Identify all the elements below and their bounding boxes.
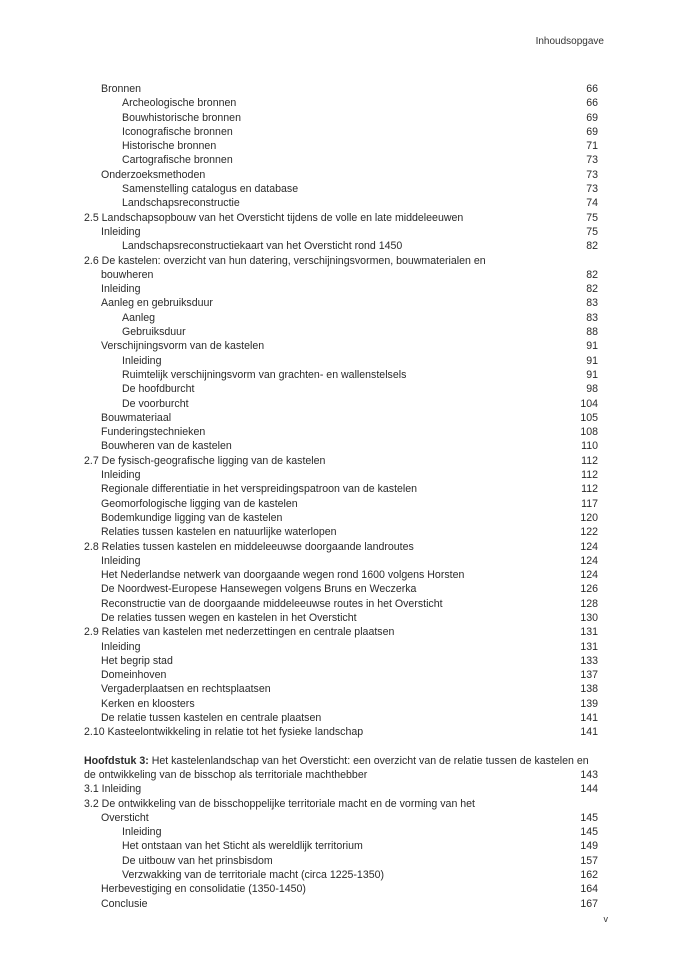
toc-entry-label: Landschapsreconstructiekaart van het Oversticht rond 1450	[122, 240, 403, 253]
toc-entry-page: 130	[580, 611, 598, 624]
toc-entry-label: Oversticht	[101, 811, 149, 824]
toc-entry-page: 124	[580, 540, 598, 553]
toc-entry-page: 164	[580, 883, 598, 896]
toc-entry-page: 137	[580, 669, 598, 682]
toc-entry	[84, 296, 598, 310]
chapter-title: Het kastelenlandschap van het Oversticht: een overzicht van de relatie tussen de kastelen en de ontwikkeling van de bisschop als territoriale machthebber	[84, 754, 589, 781]
toc-entry-page: 71	[586, 140, 598, 153]
toc-entry-page: 73	[586, 154, 598, 167]
toc-entry-label: 2.9 Relaties van kastelen met nederzettingen en centrale plaatsen	[84, 626, 395, 639]
toc-entry-page: 167	[580, 897, 598, 910]
toc-entry	[84, 153, 598, 167]
toc-entry-label: De uitbouw van het prinsbisdom	[122, 854, 273, 867]
toc-section-after	[84, 782, 598, 911]
toc-entry-page: 122	[580, 526, 598, 539]
toc-entry	[84, 382, 598, 396]
toc-entry	[84, 682, 598, 696]
toc-entry-page: 120	[580, 511, 598, 524]
toc-entry	[84, 668, 598, 682]
toc-entry-label: Ruimtelijk verschijningsvorm van grachten- en wallenstelsels	[122, 368, 407, 381]
toc-entry-page: 69	[586, 125, 598, 138]
toc-entry	[84, 511, 598, 525]
toc-entry-label: 2.10 Kasteelontwikkeling in relatie tot het fysieke landschap	[84, 726, 364, 739]
toc-entry-page: 73	[586, 168, 598, 181]
toc-entry-page: 126	[580, 583, 598, 596]
toc-entry-label: Landschapsreconstructie	[122, 197, 240, 210]
chapter-label: Hoofdstuk 3:	[84, 754, 149, 767]
toc-entry	[84, 82, 598, 96]
toc-entry-page: 110	[581, 440, 598, 453]
toc-entry	[84, 239, 598, 253]
toc-entry-label: Kerken en kloosters	[101, 697, 195, 710]
toc-entry-label: Bouwheren van de kastelen	[101, 440, 232, 453]
toc-entry-page: 128	[580, 597, 598, 610]
toc-entry-label: De relatie tussen kastelen en centrale plaatsen	[101, 712, 322, 725]
toc-entry	[84, 782, 598, 796]
toc-entry-label: 2.6 De kastelen: overzicht van hun datering, verschijningsvormen, bouwmaterialen en	[84, 254, 486, 267]
toc-entry	[84, 839, 598, 853]
toc-entry-page: 91	[586, 354, 598, 367]
toc-entry	[84, 225, 598, 239]
toc-entry-label: 2.5 Landschapsopbouw van het Oversticht tijdens de volle en late middeleeuwen	[84, 211, 464, 224]
chapter-page: 143	[580, 768, 598, 781]
toc-entry-label: Inleiding	[122, 826, 162, 839]
toc-entry	[84, 325, 598, 339]
running-header: Inhoudsopgave	[535, 36, 604, 47]
toc-entry	[84, 611, 598, 625]
toc-entry-page: 75	[586, 211, 598, 224]
toc-entry-page: 133	[580, 654, 598, 667]
toc-entry-page: 112	[581, 454, 598, 467]
toc-entry-label: Funderingstechnieken	[101, 426, 206, 439]
toc-entry-page: 74	[586, 197, 598, 210]
toc-entry-label: Relaties tussen kastelen en natuurlijke waterlopen	[101, 526, 337, 539]
toc-entry-page: 69	[586, 111, 598, 124]
toc-entry-page: 82	[586, 240, 598, 253]
toc-entry	[84, 425, 598, 439]
toc-entry-page: 98	[586, 383, 598, 396]
toc-entry-label: Inleiding	[101, 640, 141, 653]
toc-entry-label: Bodemkundige ligging van de kastelen	[101, 511, 283, 524]
toc-entry	[84, 168, 598, 182]
toc-entry	[84, 554, 598, 568]
toc-entry-label: Het Nederlandse netwerk van doorgaande wegen rond 1600 volgens Horsten	[101, 569, 465, 582]
toc-entry-label: 3.1 Inleiding	[84, 783, 142, 796]
toc-entry-label: Regionale differentiatie in het verspreidingspatroon van de kastelen	[101, 483, 418, 496]
toc-entry-label: 2.7 De fysisch-geografische ligging van de kastelen	[84, 454, 326, 467]
toc-entry-label: Geomorfologische ligging van de kastelen	[101, 497, 298, 510]
toc-entry-label: De voorburcht	[122, 397, 189, 410]
toc-entry-page: 104	[580, 397, 598, 410]
toc-entry-label: De Noordwest-Europese Hansewegen volgens Bruns en Weczerka	[101, 583, 417, 596]
toc-entry-label: Het ontstaan van het Sticht als wereldlijk territorium	[122, 840, 363, 853]
toc-entry-page: 108	[580, 426, 598, 439]
toc-entry	[84, 882, 598, 896]
toc-entry-label: Bronnen	[101, 83, 142, 95]
toc-entry	[84, 725, 598, 739]
toc-entry-label: Onderzoeksmethoden	[101, 168, 206, 181]
chapter-entry	[84, 754, 598, 783]
table-of-contents	[84, 82, 598, 911]
toc-entry-label: Inleiding	[122, 354, 162, 367]
toc-entry-page: 117	[581, 497, 598, 510]
toc-entry	[84, 196, 598, 210]
toc-entry-label: Bouwmateriaal	[101, 411, 172, 424]
toc-entry-page: 157	[580, 854, 598, 867]
toc-entry-label: Aanleg	[122, 311, 155, 324]
toc-entry-label: De hoofdburcht	[122, 383, 195, 396]
toc-entry-label: Vergaderplaatsen en rechtsplaatsen	[101, 683, 271, 696]
toc-entry-label: Gebruiksduur	[122, 326, 186, 339]
toc-entry-label: Verzwakking van de territoriale macht (circa 1225-1350)	[122, 869, 385, 882]
toc-section-before	[84, 82, 598, 740]
toc-entry-label: Inleiding	[101, 225, 141, 238]
toc-entry-page: 73	[586, 183, 598, 196]
toc-entry	[84, 111, 598, 125]
toc-entry-label: 2.8 Relaties tussen kastelen en middeleeuwse doorgaande landroutes	[84, 540, 414, 553]
toc-entry-page: 138	[580, 683, 598, 696]
toc-entry-label: De relaties tussen wegen en kastelen in het Oversticht	[101, 611, 357, 624]
toc-entry-label: 3.2 De ontwikkeling van de bisschoppelijke territoriale macht en de vorming van het	[84, 797, 476, 810]
toc-entry	[84, 182, 598, 196]
toc-entry-label: Aanleg en gebruiksduur	[101, 297, 213, 310]
toc-entry-page: 145	[580, 811, 598, 824]
toc-entry-page: 144	[580, 783, 598, 796]
toc-entry	[84, 411, 598, 425]
toc-entry-page: 145	[580, 826, 598, 839]
toc-entry-page: 162	[580, 869, 598, 882]
toc-entry-page: 124	[580, 554, 598, 567]
toc-entry	[84, 825, 598, 839]
toc-entry	[84, 439, 598, 453]
toc-entry-label: Cartografische bronnen	[122, 154, 233, 167]
toc-entry	[84, 268, 598, 282]
toc-entry-page: 131	[580, 626, 598, 639]
toc-entry-page: 112	[581, 483, 598, 496]
toc-entry-label: Samenstelling catalogus en database	[122, 183, 299, 196]
toc-entry-page: 66	[586, 83, 598, 95]
toc-entry	[84, 354, 598, 368]
toc-entry-label: Reconstructie van de doorgaande middeleeuwse routes in het Oversticht	[101, 597, 443, 610]
toc-entry	[84, 339, 598, 353]
toc-entry-page: 149	[580, 840, 598, 853]
toc-entry-label: Domeinhoven	[101, 669, 167, 682]
toc-entry-page: 83	[586, 311, 598, 324]
toc-entry-label: Verschijningsvorm van de kastelen	[101, 340, 265, 353]
toc-entry	[84, 654, 598, 668]
toc-entry-page: 83	[586, 297, 598, 310]
toc-entry	[84, 397, 598, 411]
toc-entry	[84, 625, 598, 639]
toc-entry-label: Historische bronnen	[122, 140, 217, 153]
toc-entry	[84, 211, 598, 225]
toc-entry	[84, 797, 598, 811]
toc-entry-label: Inleiding	[101, 469, 141, 482]
toc-entry-label: Het begrip stad	[101, 654, 173, 667]
toc-entry-label: bouwheren	[101, 268, 154, 281]
toc-entry-page: 82	[586, 283, 598, 296]
toc-entry	[84, 582, 598, 596]
toc-entry	[84, 640, 598, 654]
toc-entry	[84, 368, 598, 382]
toc-entry-page: 75	[586, 225, 598, 238]
toc-entry	[84, 568, 598, 582]
toc-entry-label: Herbevestiging en consolidatie (1350-1450)	[101, 883, 306, 896]
toc-entry-page: 91	[586, 368, 598, 381]
toc-entry	[84, 96, 598, 110]
toc-entry	[84, 311, 598, 325]
toc-entry-page: 141	[580, 726, 598, 739]
toc-entry	[84, 697, 598, 711]
toc-entry	[84, 254, 598, 268]
toc-entry	[84, 854, 598, 868]
toc-entry	[84, 139, 598, 153]
toc-entry-page: 139	[580, 697, 598, 710]
toc-entry	[84, 811, 598, 825]
toc-entry-label: Iconografische bronnen	[122, 125, 233, 138]
toc-entry	[84, 125, 598, 139]
toc-entry	[84, 540, 598, 554]
toc-entry	[84, 897, 598, 911]
toc-entry-label: Inleiding	[101, 283, 141, 296]
toc-entry-page: 141	[580, 712, 598, 725]
toc-entry	[84, 597, 598, 611]
toc-entry-label: Archeologische bronnen	[122, 97, 237, 110]
toc-entry-page: 105	[580, 411, 598, 424]
toc-entry-label: Inleiding	[101, 554, 141, 567]
toc-entry	[84, 497, 598, 511]
toc-entry-page: 88	[586, 326, 598, 339]
toc-entry	[84, 468, 598, 482]
toc-entry	[84, 454, 598, 468]
toc-entry-label: Conclusie	[101, 897, 148, 910]
toc-entry-page: 124	[580, 569, 598, 582]
toc-entry-page: 131	[580, 640, 598, 653]
toc-entry-page: 66	[586, 97, 598, 110]
toc-entry-label: Bouwhistorische bronnen	[122, 111, 241, 124]
toc-entry	[84, 482, 598, 496]
toc-entry	[84, 282, 598, 296]
toc-entry-page: 91	[586, 340, 598, 353]
page-number: v	[603, 914, 608, 924]
toc-entry-page: 82	[586, 268, 598, 281]
toc-entry-page: 112	[581, 469, 598, 482]
toc-entry	[84, 868, 598, 882]
toc-entry	[84, 525, 598, 539]
toc-entry	[84, 711, 598, 725]
